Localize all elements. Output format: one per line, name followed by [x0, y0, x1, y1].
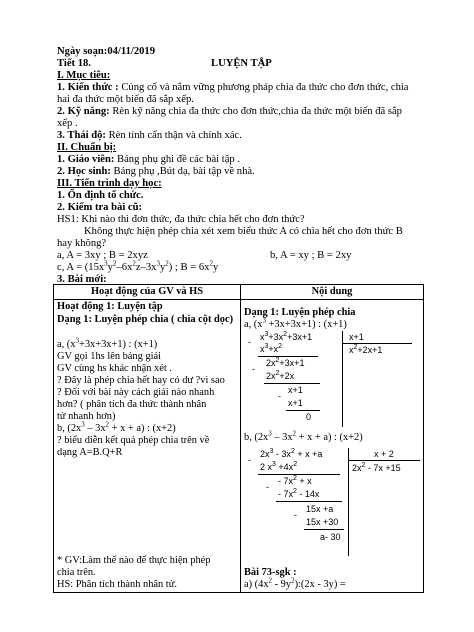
term: 2x — [260, 449, 270, 459]
exponent: 3 — [269, 448, 274, 455]
skill-label: 2. Kỹ năng: — [57, 106, 110, 117]
exercise-part: ):(2x - 3y) = — [294, 579, 346, 590]
gv-other-2: chia trên. — [57, 567, 96, 578]
table-row — [54, 300, 424, 593]
step-2: 2. Kiểm tra bài cũ: — [57, 202, 143, 213]
student-line — [57, 166, 255, 178]
objectives-heading: I. Mục tiêu: — [57, 70, 111, 81]
division-b-quotient — [352, 462, 401, 474]
term: + x — [296, 476, 312, 486]
division-a-quotient — [349, 344, 382, 356]
skill-line-2: xếp . — [57, 118, 78, 129]
attitude-line — [57, 130, 242, 142]
gv-call: GV gọi 1hs lên bảng giải — [57, 351, 161, 362]
content-exercise-a — [244, 316, 347, 331]
exponent: 2 — [268, 576, 273, 585]
knowledge-text: Củng cố và nắm vững phương pháp chia đa thức cho đơn thức, chia — [118, 82, 409, 93]
division-a-remainder: 0 — [306, 412, 312, 422]
division-b-remainder: a- 30 — [320, 532, 341, 542]
term: - 7x — [278, 489, 294, 499]
exponent: 2 — [291, 576, 295, 585]
exponent: 2 — [112, 259, 117, 268]
term: - 7x +15 — [365, 463, 401, 473]
division-a-sub3: x+1 — [288, 398, 303, 408]
exponent: 3 — [262, 316, 266, 325]
case-c-part: ) ; B = 6x — [168, 262, 210, 273]
question-quick-2: hơn? ( phân tích đa thức thành nhân — [57, 399, 207, 410]
hs1-task-line-2: hay không? — [57, 238, 107, 249]
exercise-part: +3x+3x+1) : (x+1) — [78, 339, 158, 350]
exercise-a — [57, 336, 158, 351]
exponent: 2 — [290, 448, 295, 455]
exercise-part: b, (2x — [57, 423, 82, 434]
division-b-sub2 — [278, 488, 319, 500]
hs1-task-line-1: Không thực hiện phép chia xét xem biểu thức A có chia hết cho đơn thức B — [84, 226, 403, 237]
content-form1: Dạng 1: Luyện phép chia — [244, 307, 356, 318]
preparation-heading: II. Chuẩn bị: — [57, 142, 117, 153]
column-header-activity: Hoạt động của GV và HS — [54, 285, 241, 300]
term: - 7x — [278, 476, 294, 486]
term: x — [349, 345, 354, 355]
term: - 14x — [296, 489, 320, 499]
content-exercise-b — [244, 429, 363, 444]
exponent: 3 — [75, 336, 79, 345]
exponent: 3 — [156, 259, 160, 268]
hs-answer: HS: Phân tích thành nhân tử. — [57, 579, 177, 590]
exponent: 2 — [209, 259, 213, 268]
exercise-b — [57, 420, 176, 435]
attitude-label: 3. Thái độ: — [57, 130, 106, 141]
knowledge-line-1 — [57, 82, 409, 94]
case-c-part: z–3x — [135, 262, 157, 273]
term: +2x+1 — [357, 345, 383, 355]
division-b-divisor: x + 2 — [374, 449, 394, 459]
term: +3x+1 — [287, 332, 313, 342]
exponent: 2 — [165, 259, 169, 268]
divisor-underline — [348, 460, 420, 461]
skill-text: Rèn kỹ năng chia đa thức cho đơn thức,chia đa thức một biến đã sắp — [109, 106, 402, 117]
long-division-b — [244, 448, 424, 556]
gv-check: GV cùng hs khác nhận xét . — [57, 363, 172, 374]
exercise-part: – 3x — [271, 432, 293, 443]
exponent: 2 — [283, 331, 288, 338]
division-a-r2: x+1 — [288, 385, 303, 395]
minus-sign: - — [252, 364, 255, 374]
case-c-part: c, A = (15x — [57, 262, 105, 273]
exponent: 3 — [268, 429, 272, 438]
exponent: 2 — [275, 370, 280, 377]
division-b-r1 — [278, 475, 312, 487]
minus-sign: - — [266, 482, 269, 492]
term: 2x — [266, 371, 276, 381]
hs1-question: HS1: Khi nào thì đơn thức, đa thức chia hết cho đơn thức? — [57, 214, 305, 225]
term: + x +a — [294, 449, 323, 459]
attitude-text: Rèn tính cẩn thận và chính xác. — [105, 130, 242, 141]
minus-sign: - — [294, 510, 297, 520]
teacher-text: Bảng phụ ghi đề các bài tập . — [114, 154, 241, 165]
term: 2x — [352, 463, 362, 473]
case-b: b, A = xy ; B = 2xy — [270, 250, 352, 261]
activity-title: Hoạt động 1: Luyện tập — [57, 301, 163, 312]
exponent: 2 — [293, 488, 297, 495]
exercise-73-a — [244, 576, 346, 591]
exponent: 2 — [361, 462, 366, 469]
case-c-part: y — [107, 262, 113, 273]
exercise-part: a, (x — [57, 339, 76, 350]
case-c-part: y — [159, 262, 166, 273]
term: +x — [268, 344, 279, 354]
exponent: 2 — [275, 357, 280, 364]
form1-title: Dạng 1: Luyện phép chia ( chia cột dọc) — [57, 314, 234, 325]
long-division-a — [244, 331, 424, 427]
term: x — [260, 344, 265, 354]
activity-cell — [54, 300, 241, 593]
student-text: Bảng phụ ,Bút dạ, bài tập về nhà. — [110, 166, 255, 177]
division-a-dividend — [260, 331, 312, 343]
term: +2x — [279, 371, 295, 381]
exponent: 3 — [264, 343, 269, 350]
teacher-line — [57, 154, 240, 166]
exercise-part: +3x+3x+1) : (x+1) — [265, 319, 347, 330]
content-cell — [241, 300, 424, 593]
skill-line-1 — [57, 106, 402, 118]
exponent: 2 — [105, 420, 110, 429]
case-c-part: y — [212, 262, 219, 273]
gv-other-1: * GV:Làm thế nào để thực hiện phép — [57, 555, 211, 566]
table-header-row — [54, 285, 424, 300]
minus-sign: - — [248, 337, 251, 347]
question-quick-1: ? Đối với bài này cách giải nào nhanh — [57, 387, 215, 398]
term: 2 x — [260, 462, 273, 472]
knowledge-label: 1. Kiến thức : — [57, 82, 119, 93]
exponent: 3 — [264, 331, 269, 338]
lesson-number: Tiết 18. — [57, 58, 91, 69]
exponent: 2 — [292, 429, 297, 438]
exponent: 2 — [278, 343, 283, 350]
student-label: 2. Học sinh: — [57, 166, 111, 177]
exponent: 3 — [272, 461, 276, 468]
division-b-r2: 15x +a — [306, 504, 334, 514]
step-3: 3. Bài mới: — [57, 274, 107, 285]
exercise-part: + x + a) : (x+2) — [109, 423, 176, 434]
subtraction-line — [304, 529, 344, 530]
date-label: Ngày soạn:04/11/2019 — [57, 46, 156, 57]
division-a-r1 — [266, 357, 304, 369]
exercise-part: a) (4x — [244, 579, 269, 590]
exponent: 2 — [293, 475, 297, 482]
case-c — [57, 259, 219, 274]
minus-sign: - — [248, 455, 251, 465]
subtraction-line — [276, 501, 342, 502]
step-1: 1. Ổn định tổ chức. — [57, 190, 144, 201]
exercise-part: + x + a) : (x+2) — [296, 432, 363, 443]
question-quick-3: tử nhanh hơn) — [57, 411, 116, 422]
exercise-part: - 9y — [272, 579, 292, 590]
division-b-dividend — [260, 448, 322, 460]
division-a-sub2 — [266, 370, 294, 382]
term: - 3x — [273, 449, 291, 459]
teacher-label: 1. Giáo viên: — [57, 154, 115, 165]
lesson-title: LUYỆN TẬP — [211, 58, 272, 69]
exponent: 3 — [81, 420, 85, 429]
division-bar — [348, 448, 349, 556]
term: +4x — [275, 462, 294, 472]
division-b-sub3: 15x +30 — [306, 517, 339, 527]
question-represent-2: dạng A=B.Q+R — [57, 447, 123, 458]
exercise-part: a, (x — [244, 319, 263, 330]
case-a: a, A = 3xy ; B = 2xyz — [57, 250, 148, 261]
knowledge-line-2: hai đa thức một biến đã sắp xếp. — [57, 94, 194, 105]
exponent: 2 — [293, 461, 298, 468]
exercise-part: b, (2x — [244, 432, 269, 443]
division-a-divisor: x+1 — [349, 332, 364, 342]
column-header-content: Nội dung — [241, 285, 424, 300]
division-b-sub1 — [260, 461, 297, 473]
exercise-part: – 3x — [84, 423, 106, 434]
division-bar — [342, 331, 343, 427]
exponent: 2 — [132, 259, 136, 268]
term: +3x+1 — [279, 358, 305, 368]
minus-sign: - — [278, 391, 281, 401]
procedure-heading: III. Tiến trình dạy học: — [57, 178, 162, 189]
exponent: 3 — [104, 259, 108, 268]
exercise-73-title: Bài 73-sgk : — [244, 567, 297, 578]
case-c-part: –6x — [116, 262, 133, 273]
division-a-sub1 — [260, 343, 282, 355]
term: x — [260, 332, 265, 342]
term: +3x — [268, 332, 284, 342]
question-remainder: ? Đây là phép chia hết hay có dư ?vì sao — [57, 375, 225, 386]
question-represent-1: ? biểu diễn kết quả phép chia trên về — [57, 435, 210, 446]
term: 2x — [266, 358, 276, 368]
lesson-plan-table — [53, 284, 424, 593]
exponent: 2 — [353, 344, 358, 351]
subtraction-line — [286, 410, 320, 411]
